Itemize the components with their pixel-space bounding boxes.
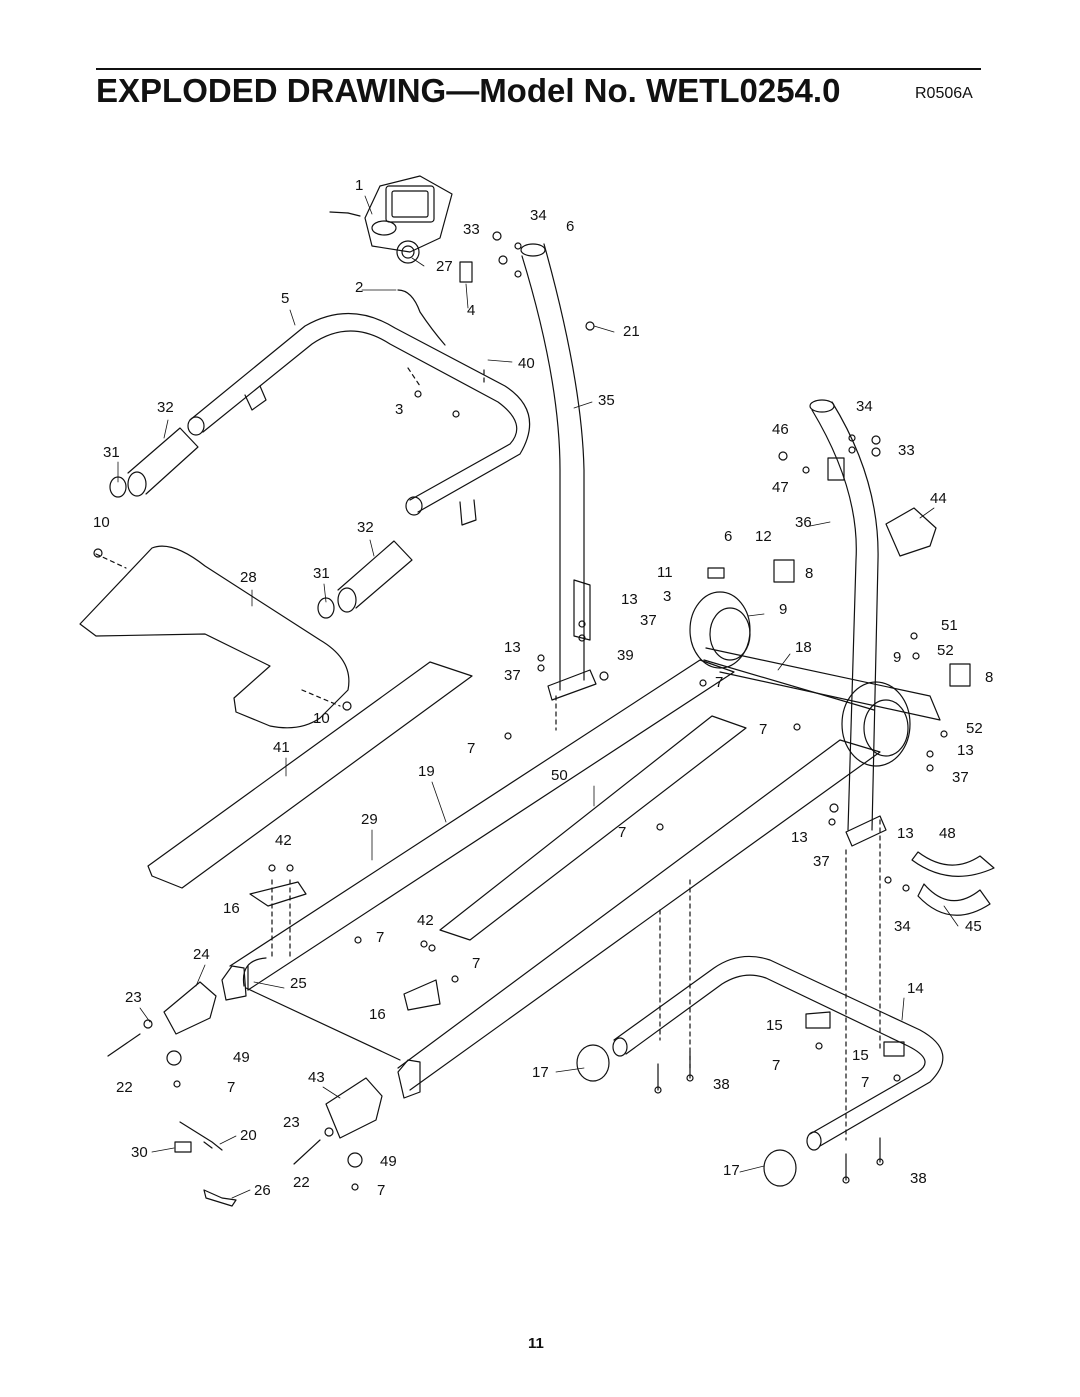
part-callout: 15 [766,1017,783,1034]
part-callout: 14 [907,980,924,997]
part-callout: 42 [275,832,292,849]
part-callout: 33 [898,442,915,459]
part-callout: 34 [530,207,547,224]
part-callout: 22 [293,1174,310,1191]
part-callout: 4 [467,302,476,319]
part-callout: 10 [313,710,330,727]
part-callout: 37 [813,853,830,870]
part-callout: 8 [985,669,994,686]
part-callout: 3 [663,588,672,605]
part-callout: 37 [952,769,969,786]
part-callout: 13 [621,591,638,608]
part-callout: 12 [755,528,772,545]
part-callout: 7 [715,674,724,691]
part-callout: 40 [518,355,535,372]
left-upright-part [521,244,596,700]
part-callout: 7 [227,1079,236,1096]
part-callout: 2 [355,279,364,296]
part-callout: 34 [894,918,911,935]
part-callout: 7 [861,1074,870,1091]
part-callout: 17 [723,1162,740,1179]
part-callout: 51 [941,617,958,634]
part-callout: 13 [897,825,914,842]
part-callout: 42 [417,912,434,929]
part-callout: 50 [551,767,568,784]
hardware-parts [94,232,970,1190]
part-callout: 38 [713,1076,730,1093]
part-callout: 44 [930,490,947,507]
wheel-part [577,1045,796,1186]
part-callout: 9 [779,601,788,618]
part-callout: 38 [910,1170,927,1187]
part-callout: 5 [281,290,290,307]
part-callout: 24 [193,946,210,963]
part-callout: 23 [283,1114,300,1131]
part-callout: 11 [657,564,673,581]
part-callout: 7 [467,740,476,757]
part-callout: 31 [103,444,120,461]
hood-part [80,546,349,728]
base-part [613,956,943,1150]
part-callout: 30 [131,1144,148,1161]
part-callout: 41 [273,739,290,756]
part-callout: 32 [357,519,374,536]
part-callout: 48 [939,825,956,842]
part-callout: 18 [795,639,812,656]
page-number: 11 [528,1335,544,1352]
part-callout: 6 [724,528,733,545]
part-callout: 22 [116,1079,133,1096]
part-callout: 34 [856,398,873,415]
part-callout: 47 [772,479,789,496]
frame-part [222,648,940,1098]
part-callout: 19 [418,763,435,780]
console-part [330,176,452,263]
part-callout: 13 [791,829,808,846]
part-callout: 13 [504,639,521,656]
part-callout: 39 [617,647,634,664]
part-callout: 7 [759,721,768,738]
part-callout: 37 [504,667,521,684]
part-callout: 8 [805,565,814,582]
part-callout: 17 [532,1064,549,1081]
part-callout: 7 [618,824,627,841]
part-callout: 25 [290,975,307,992]
part-callout: 23 [125,989,142,1006]
part-callout: 7 [377,1182,386,1199]
part-callout: 35 [598,392,615,409]
part-callout: 37 [640,612,657,629]
page-title: EXPLODED DRAWING—Model No. WETL0254.0 [96,72,841,109]
part-callout: 16 [369,1006,386,1023]
part-callout: 7 [472,955,481,972]
part-callout: 7 [376,929,385,946]
foot-part [164,982,382,1138]
part-callout: 10 [93,514,110,531]
part-callout: 29 [361,811,378,828]
drawing-code: R0506A [915,85,973,102]
part-callout: 26 [254,1182,271,1199]
part-callout: 36 [795,514,812,531]
part-callout: 45 [965,918,982,935]
right-upright-part [810,400,886,846]
part-callout: 49 [233,1049,250,1066]
part-callout: 13 [957,742,974,759]
part-callout: 15 [852,1047,869,1064]
part-callout: 27 [436,258,453,275]
part-callout: 52 [937,642,954,659]
part-callout: 33 [463,221,480,238]
part-callout: 43 [308,1069,325,1086]
part-callout: 28 [240,569,257,586]
part-callout: 20 [240,1127,257,1144]
handrail-part [188,313,530,525]
part-callout: 3 [395,401,404,418]
part-callout: 46 [772,421,789,438]
part-callout: 21 [623,323,640,340]
part-callout: 16 [223,900,240,917]
part-callout: 52 [966,720,983,737]
part-callout: 49 [380,1153,397,1170]
part-callout: 7 [772,1057,781,1074]
part-callout: 1 [355,177,364,194]
part-callout: 9 [893,649,902,666]
part-callout: 6 [566,218,575,235]
part-callout: 32 [157,399,174,416]
part-callout: 31 [313,565,330,582]
